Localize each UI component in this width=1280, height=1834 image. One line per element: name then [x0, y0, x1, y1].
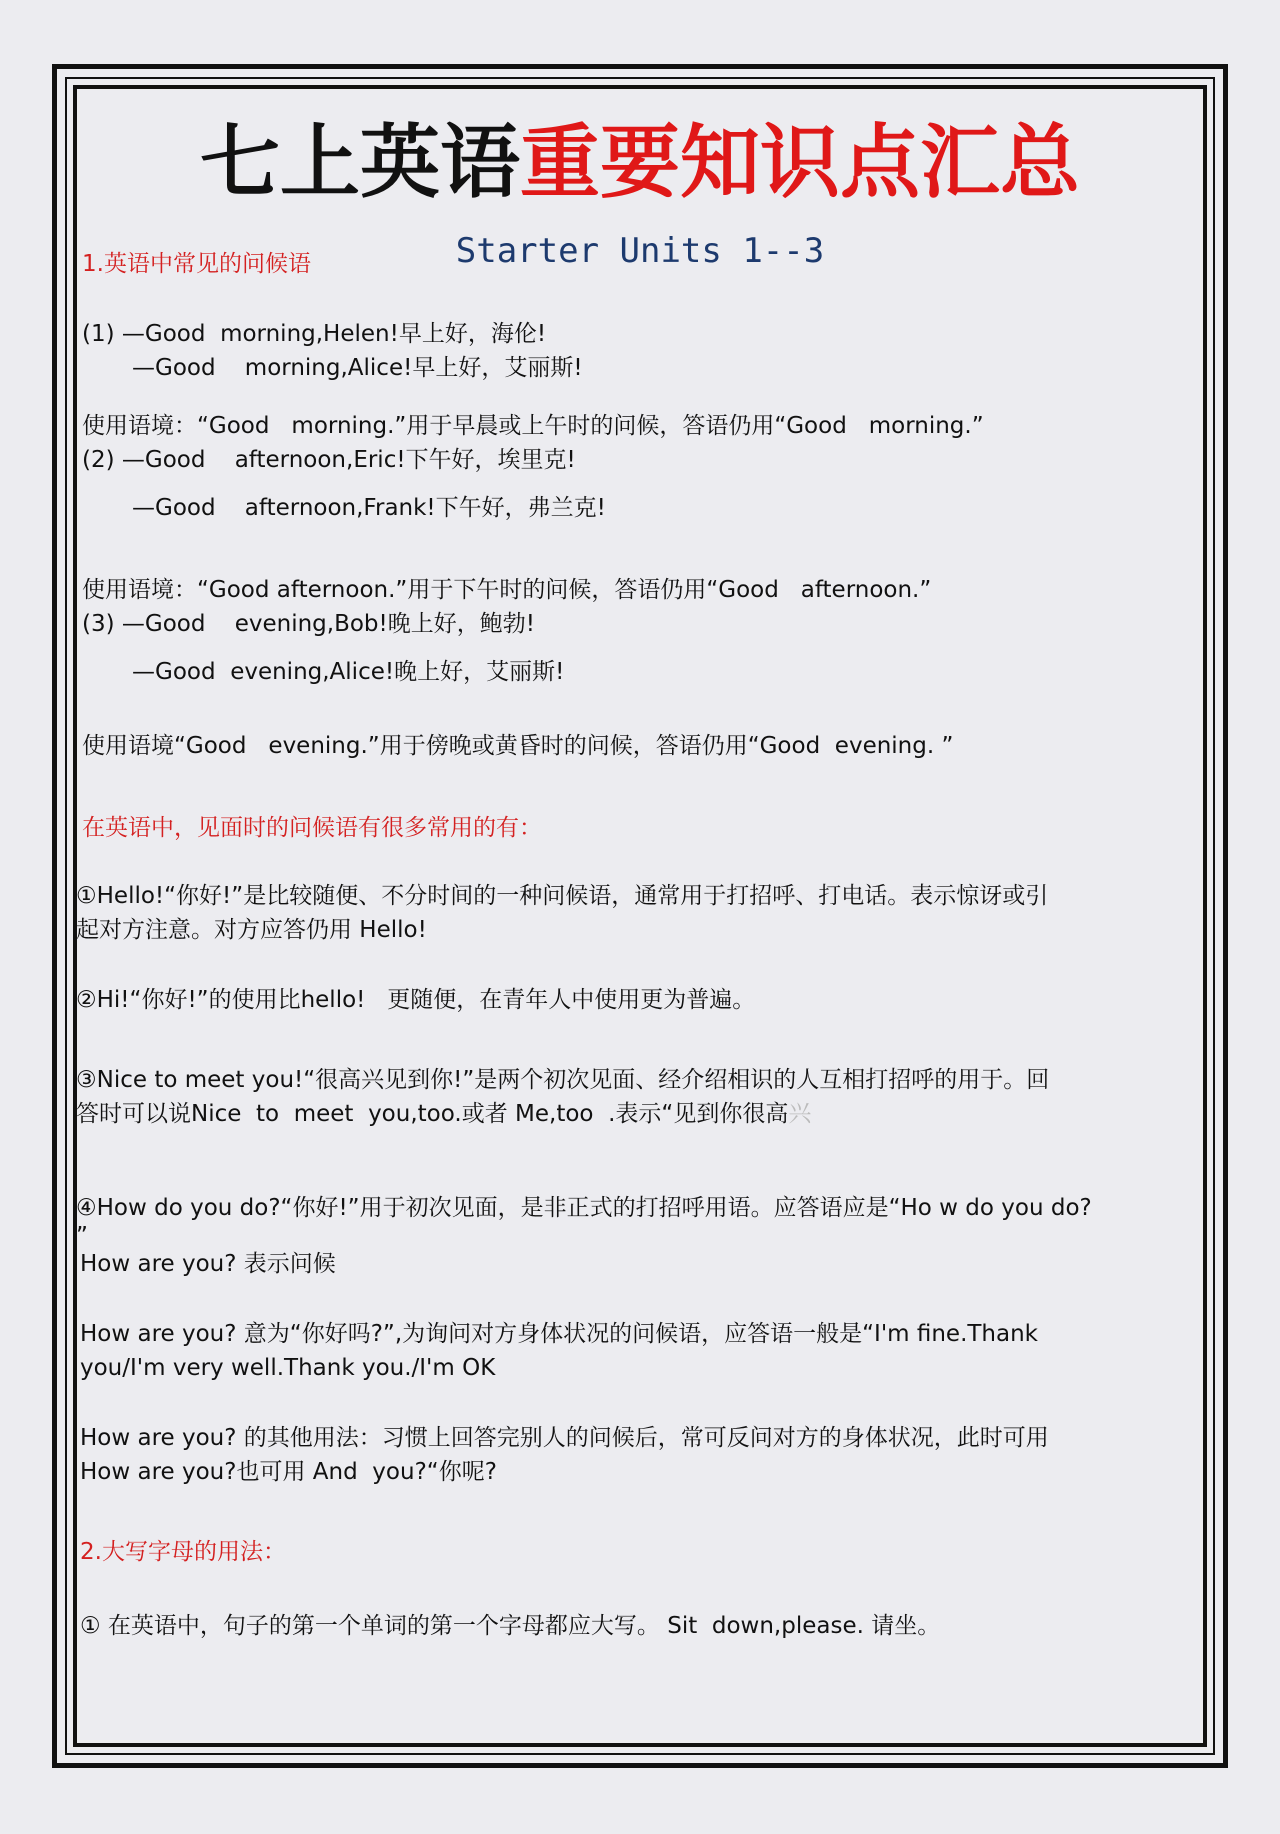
page-title	[72, 112, 1208, 212]
text-line: (3) —Good evening,Bob!晚上好，鲍勃!	[82, 611, 535, 637]
text-line: —Good evening,Alice!晚上好，艾丽斯!	[132, 659, 565, 685]
text-line: ①Hello!“你好!”是比较随便、不分时间的一种问候语，通常用于打招呼、打电话。表示惊讶或引	[76, 883, 1049, 909]
text-line: 使用语境：“Good morning.”用于早晨或上午时的问候，答语仍用“Good morning.”	[82, 413, 984, 439]
text-line: How are you? 意为“你好吗?”,为询问对方身体状况的问候语，应答语一般是“I'm fine.Thank	[80, 1321, 1039, 1347]
text-line: ③Nice to meet you!“很高兴见到你!”是两个初次见面、经介绍相识的人互相打招呼的用于。回	[76, 1067, 1050, 1093]
section-heading-capital-letters: 2.大写字母的用法：	[80, 1539, 286, 1565]
section-heading-greetings: 1.英语中常见的问候语	[82, 251, 311, 277]
text-line: 使用语境：“Good afternoon.”用于下午时的问候，答语仍用“Good afternoon.”	[82, 577, 932, 603]
title-black-part: 七上英语	[200, 115, 520, 209]
section-heading-common-greetings: 在英语中，见面时的问候语有很多常用的有：	[82, 815, 542, 841]
text-line: How are you? 表示问候	[80, 1251, 336, 1277]
text-line: How are you?也可用 And you?“你呢?	[80, 1459, 497, 1485]
document-page	[72, 84, 1208, 1748]
faded-text-fragment: 兴	[788, 1101, 812, 1127]
page-subtitle: Starter Units 1--3	[455, 231, 825, 271]
text-line	[76, 1098, 811, 1130]
text-line: ④How do you do?“你好!”用于初次见面，是非正式的打招呼用语。应答语应是“Ho w do you do?	[76, 1195, 1092, 1221]
text-line: 使用语境“Good evening.”用于傍晚或黄昏时的问候，答语仍用“Good evening. ”	[82, 733, 954, 759]
title-red-part: 重要知识点汇总	[520, 115, 1080, 209]
text-line: 起对方注意。对方应答仍用 Hello!	[76, 917, 427, 943]
text-line: you/I'm very well.Thank you./I'm OK	[80, 1355, 496, 1381]
text-line: (1) —Good morning,Helen!早上好，海伦!	[82, 321, 547, 347]
text-line: (2) —Good afternoon,Eric!下午好，埃里克!	[82, 447, 576, 473]
text-line: ① 在英语中，句子的第一个单词的第一个字母都应大写。 Sit down,please. 请坐。	[80, 1613, 941, 1639]
text-line: —Good afternoon,Frank!下午好，弗兰克!	[132, 495, 606, 521]
text-line: ”	[76, 1223, 88, 1249]
text-line: —Good morning,Alice!早上好，艾丽斯!	[132, 355, 583, 381]
text-fragment: 答时可以说Nice to meet you,too.或者 Me,too .表示“见到你很高	[76, 1101, 789, 1127]
text-line: How are you? 的其他用法：习惯上回答完别人的问候后，常可反问对方的身体状况，此时可用	[80, 1425, 1049, 1451]
text-line: ②Hi!“你好!”的使用比hello! 更随便，在青年人中使用更为普遍。	[76, 987, 756, 1013]
